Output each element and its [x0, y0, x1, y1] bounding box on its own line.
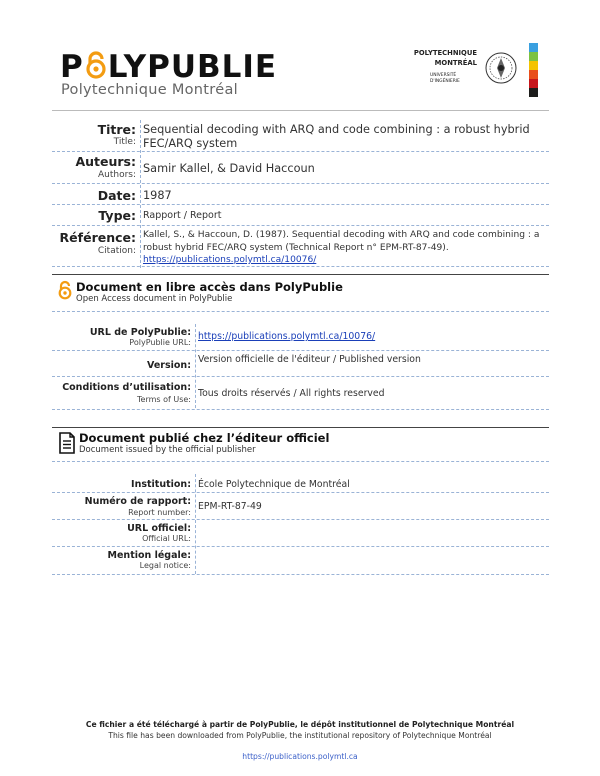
polypublie-logo — [60, 50, 277, 86]
open-access-title: Document en libre accès dans PolyPublie — [76, 280, 343, 294]
terms-sublabel: Terms of Use: — [137, 395, 191, 404]
reference-link[interactable]: https://publications.polymtl.ca/10076/ — [143, 255, 317, 265]
type-label: Type: — [98, 208, 136, 223]
row-divider — [52, 151, 549, 152]
reference-label: Référence: — [59, 230, 136, 245]
row-divider — [52, 519, 549, 520]
polytechnique-seal-icon — [482, 46, 520, 98]
polypublie-url-label: URL de PolyPublie: — [89, 327, 191, 338]
institution-label: Institution: — [131, 479, 191, 490]
row-divider — [52, 376, 549, 377]
section-divider — [52, 311, 549, 312]
polytechnique-logo-univ — [430, 73, 478, 85]
polytechnique-logo-line2: MONTRÉAL — [434, 59, 477, 67]
polytechnique-logo-univ1: UNIVERSITÉ — [430, 73, 457, 78]
row-divider — [52, 350, 549, 351]
row-divider — [52, 492, 549, 493]
publisher-title: Document publié chez l’éditeur officiel — [79, 431, 330, 445]
polypublie-url-link[interactable]: https://publications.polymtl.ca/10076/ — [198, 331, 376, 342]
row-divider — [52, 204, 549, 205]
reference-value — [143, 229, 548, 267]
report-number-sublabel: Report number: — [128, 508, 191, 517]
logo-letter-p: P — [60, 49, 84, 85]
legal-notice-label: Mention légale: — [107, 550, 191, 561]
row-divider — [52, 409, 549, 410]
section-rule — [52, 427, 549, 428]
brand-color-bar — [529, 43, 538, 97]
authors-sublabel: Authors: — [97, 170, 136, 180]
footer-line-fr: Ce fichier a été téléchargé à partir de PolyPublie, le dépôt institutionnel de Polytechnique Montréal — [85, 720, 515, 729]
publisher-column-divider — [195, 474, 196, 574]
footer-link-wrap — [0, 744, 600, 763]
title-label: Titre: — [97, 122, 136, 137]
color-bar-segment — [529, 61, 538, 70]
color-bar-segment — [529, 70, 538, 79]
reference-text: Kallel, S., & Haccoun, D. (1987). Sequential decoding with ARQ and code combining : a robust hybrid FEC/ARQ system (Technical Report n° EPM-RT-87-49). — [143, 230, 540, 253]
record-column-divider — [140, 120, 141, 268]
publisher-subtitle: Document issued by the official publisher — [79, 445, 256, 455]
row-divider — [52, 546, 549, 547]
report-number-label: Numéro de rapport: — [84, 496, 191, 507]
polytechnique-logo-line1: POLYTECHNIQUE — [413, 49, 477, 57]
color-bar-segment — [529, 43, 538, 52]
version-value: Version officielle de l'éditeur / Published version — [198, 354, 421, 365]
oa-column-divider — [195, 324, 196, 408]
row-divider — [52, 183, 549, 184]
title-sublabel: Title: — [113, 137, 136, 147]
terms-label: Conditions d’utilisation: — [62, 382, 191, 393]
row-divider — [52, 266, 549, 267]
section-divider — [52, 461, 549, 462]
institution-value: École Polytechnique de Montréal — [198, 479, 350, 490]
row-divider — [52, 574, 549, 575]
document-icon — [59, 432, 75, 458]
section-rule — [52, 274, 549, 275]
logo-letters-rest: LYPUBLIE — [107, 49, 278, 85]
open-access-icon — [58, 280, 72, 304]
row-divider — [52, 225, 549, 226]
open-access-lock-icon — [85, 51, 107, 86]
date-label: Date: — [97, 188, 136, 203]
reference-sublabel: Citation: — [97, 246, 136, 256]
title-value: Sequential decoding with ARQ and code combining : a robust hybrid FEC/ARQ system — [143, 123, 530, 150]
logo-subtitle: Polytechnique Montréal — [61, 82, 238, 98]
open-access-subtitle: Open Access document in PolyPublie — [76, 294, 233, 304]
authors-label: Auteurs: — [75, 154, 136, 169]
polypublie-url-sublabel: PolyPublie URL: — [129, 338, 191, 347]
date-value: 1987 — [143, 189, 172, 202]
type-value: Rapport / Report — [143, 210, 222, 221]
color-bar-segment — [529, 88, 538, 97]
official-url-sublabel: Official URL: — [142, 534, 191, 543]
version-label: Version: — [147, 360, 191, 371]
authors-value: Samir Kallel, & David Haccoun — [143, 162, 315, 175]
footer-line-en: This file has been downloaded from PolyPublie, the institutional repository of Polytechnique Montréal — [108, 731, 492, 740]
terms-value: Tous droits réservés / All rights reserved — [198, 388, 385, 399]
legal-notice-sublabel: Legal notice: — [139, 561, 191, 570]
polytechnique-logo-univ2: D'INGÉNIERIE — [430, 79, 460, 84]
footer-link[interactable]: https://publications.polymtl.ca — [242, 752, 358, 761]
color-bar-segment — [529, 52, 538, 61]
color-bar-segment — [529, 79, 538, 88]
header-divider — [52, 110, 549, 111]
polytechnique-logo-text — [395, 48, 477, 68]
official-url-label: URL officiel: — [127, 523, 191, 534]
report-number-value: EPM-RT-87-49 — [198, 501, 262, 512]
